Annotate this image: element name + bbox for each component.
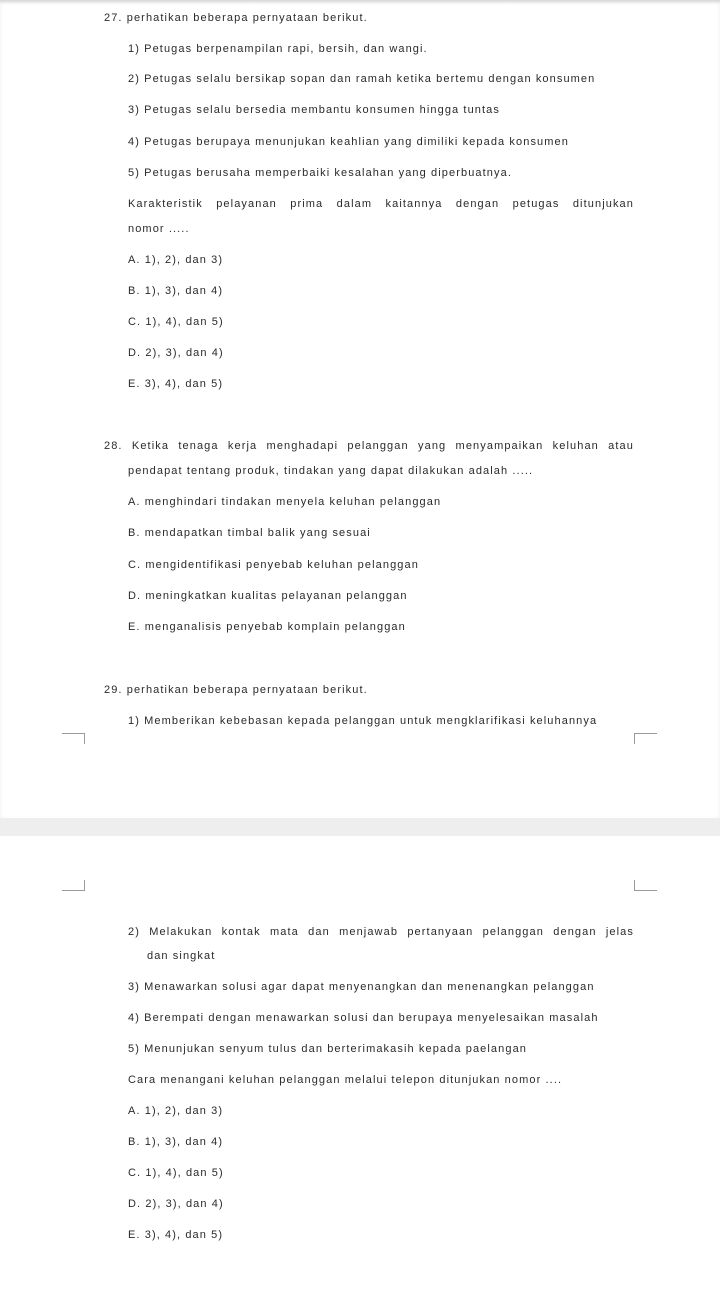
document-page-2 — [0, 836, 720, 1308]
q29-option-a: A. 1), 2), dan 3) — [128, 1105, 224, 1117]
q27-question-line1: Karakteristik pelayanan prima dalam kaitannya dengan petugas ditunjukan — [128, 198, 634, 210]
q27-intro: 27. perhatikan beberapa pernyataan berikut. — [104, 12, 368, 24]
q27-statement: 5) Petugas berusaha memperbaiki kesalahan yang diperbuatnya. — [128, 167, 512, 179]
q28-option-b: B. mendapatkan timbal balik yang sesuai — [128, 527, 371, 539]
q28-question-line1: 28. Ketika tenaga kerja menghadapi pelanggan yang menyampaikan keluhan atau — [104, 440, 634, 452]
q27-statement: 2) Petugas selalu bersikap sopan dan ramah ketika bertemu dengan konsumen — [128, 73, 596, 85]
q28-option-e: E. menganalisis penyebab komplain pelanggan — [128, 621, 406, 633]
q29-statement: 5) Menunjukan senyum tulus dan berterimakasih kepada paelangan — [128, 1043, 528, 1055]
q27-option-a: A. 1), 2), dan 3) — [128, 254, 224, 266]
q29-statement2-line1: 2) Melakukan kontak mata dan menjawab pertanyaan pelanggan dengan jelas — [128, 926, 634, 938]
q28-question-line2: pendapat tentang produk, tindakan yang dapat dilakukan adalah ..... — [128, 465, 534, 477]
q27-question-line2: nomor ..... — [128, 223, 190, 235]
page-top-shadow — [0, 0, 720, 4]
q27-option-e: E. 3), 4), dan 5) — [128, 378, 224, 390]
q28-option-d: D. meningkatkan kualitas pelayanan pelanggan — [128, 590, 408, 602]
q29-statement: 4) Berempati dengan menawarkan solusi dan berupaya menyelesaikan masalah — [128, 1012, 599, 1024]
q29-option-d: D. 2), 3), dan 4) — [128, 1198, 224, 1210]
margin-corner-mark — [634, 880, 657, 891]
q27-statement: 4) Petugas berupaya menunjukan keahlian yang dimiliki kepada konsumen — [128, 136, 569, 148]
margin-corner-mark — [62, 880, 85, 891]
q29-statement: 3) Menawarkan solusi agar dapat menyenangkan dan menenangkan pelanggan — [128, 981, 595, 993]
page-separator — [0, 818, 720, 836]
q29-option-e: E. 3), 4), dan 5) — [128, 1229, 224, 1241]
q28-option-c: C. mengidentifikasi penyebab keluhan pelanggan — [128, 559, 419, 571]
q29-option-c: C. 1), 4), dan 5) — [128, 1167, 224, 1179]
q29-question: Cara menangani keluhan pelanggan melalui telepon ditunjukan nomor .... — [128, 1074, 563, 1086]
margin-corner-mark — [634, 733, 657, 744]
q27-option-c: C. 1), 4), dan 5) — [128, 316, 224, 328]
q29-statement2-line2: dan singkat — [147, 950, 216, 962]
q27-statement: 3) Petugas selalu bersedia membantu konsumen hingga tuntas — [128, 104, 500, 116]
q27-option-d: D. 2), 3), dan 4) — [128, 347, 224, 359]
q27-statement: 1) Petugas berpenampilan rapi, bersih, dan wangi. — [128, 43, 428, 55]
q29-intro: 29. perhatikan beberapa pernyataan berikut. — [104, 684, 368, 696]
margin-corner-mark — [62, 733, 85, 744]
q29-option-b: B. 1), 3), dan 4) — [128, 1136, 224, 1148]
q29-statement: 1) Memberikan kebebasan kepada pelanggan untuk mengklarifikasi keluhannya — [128, 715, 598, 727]
q27-option-b: B. 1), 3), dan 4) — [128, 285, 224, 297]
q28-option-a: A. menghindari tindakan menyela keluhan pelanggan — [128, 496, 442, 508]
